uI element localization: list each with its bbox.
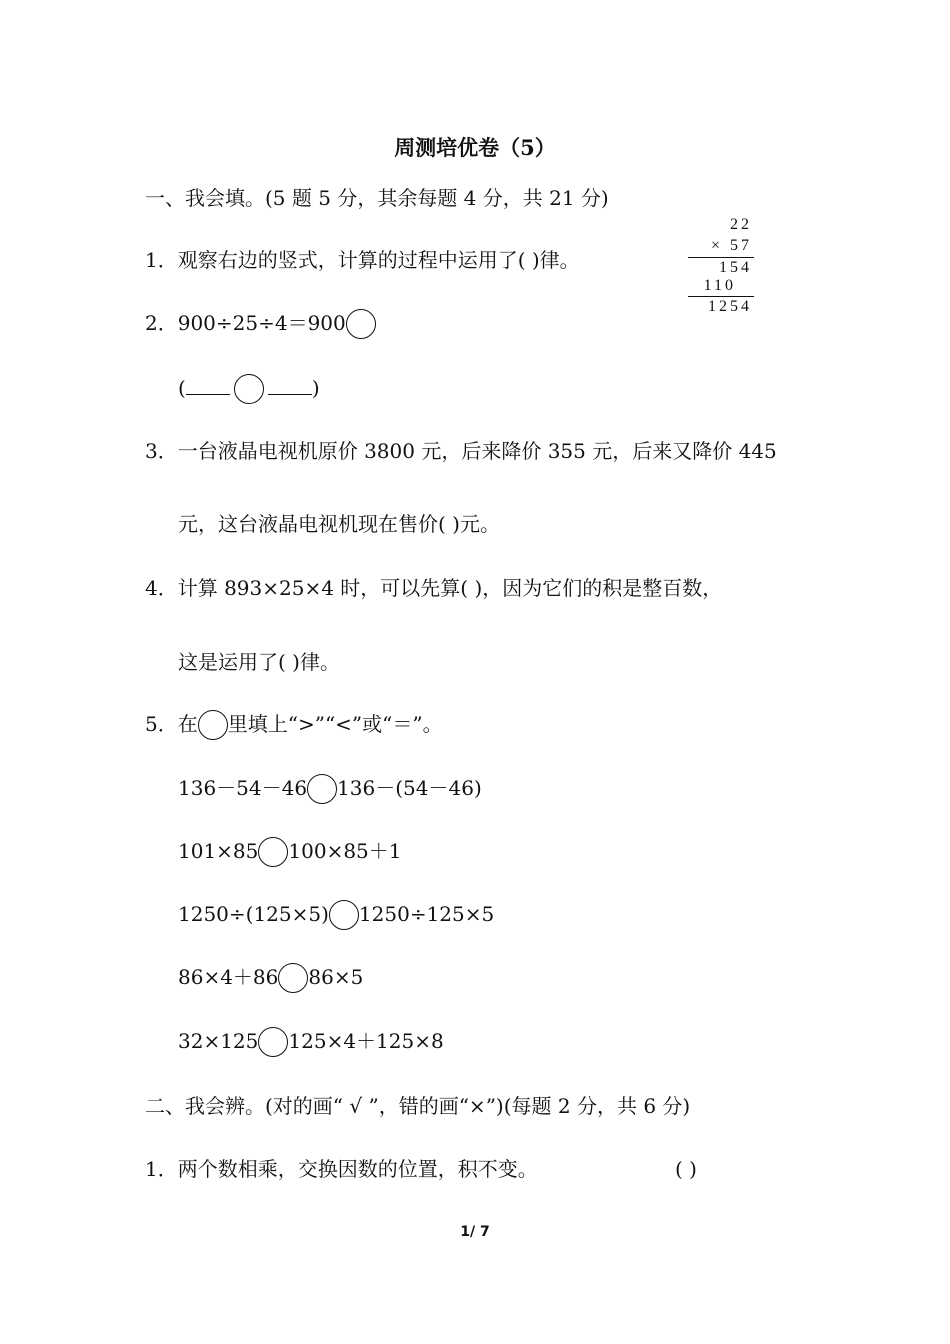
- section2-heading: 二、我会辨。(对的画“ √ ”，错的画“×”)(每题 2 分，共 6 分): [145, 1094, 691, 1118]
- section1-heading: 一、我会填。(5 题 5 分，其余每题 4 分，共 21 分): [145, 186, 609, 210]
- vertical-multiplication: [688, 214, 758, 314]
- comparison-right: 1250÷125×5: [358, 902, 495, 926]
- question-1-3-line1: 3．一台液晶电视机原价 3800 元，后来降价 355 元，后来又降价 445: [145, 439, 777, 463]
- comparison-row: [178, 1027, 444, 1057]
- question-1-4-line1: 4．计算 893×25×4 时，可以先算( )，因为它们的积是整百数，: [145, 576, 723, 600]
- answer-circle[interactable]: [346, 309, 376, 339]
- paren-open: (: [178, 376, 186, 400]
- answer-blank[interactable]: [186, 374, 230, 395]
- q5-suffix: 里填上“>”“<”或“＝”。: [227, 712, 443, 736]
- comparison-right: 125×4＋125×8: [288, 1029, 444, 1053]
- vertical-rule-1: [688, 257, 754, 258]
- paren-close: ): [311, 376, 320, 400]
- comparison-right: 136－(54－46): [337, 776, 482, 800]
- q2-expression: 2．900÷25÷4＝900: [145, 311, 346, 335]
- comparison-row: [178, 900, 494, 930]
- question-1-3-line2: 元，这台液晶电视机现在售价( )元。: [178, 512, 500, 536]
- answer-circle: [198, 710, 228, 740]
- comparison-left: 136－54－46: [178, 776, 308, 800]
- comparison-row: [178, 774, 482, 804]
- comparison-left: 101×85: [178, 839, 259, 863]
- question-1-2: [145, 309, 376, 339]
- comparison-right: 100×85＋1: [288, 839, 402, 863]
- question-1-4-line2: 这是运用了( )律。: [178, 650, 340, 674]
- answer-circle[interactable]: [307, 774, 337, 804]
- question-2-1: 1．两个数相乘，交换因数的位置，积不变。: [145, 1157, 538, 1181]
- page-number: 1/ 7: [460, 1224, 490, 1240]
- answer-circle[interactable]: [329, 900, 359, 930]
- comparison-left: 1250÷(125×5): [178, 902, 329, 926]
- answer-circle[interactable]: [278, 963, 308, 993]
- vertical-row-3: 154: [719, 259, 752, 276]
- q5-prefix: 5．在: [145, 712, 198, 736]
- comparison-right: 86×5: [308, 965, 364, 989]
- question-1-5: [145, 710, 443, 740]
- vertical-row-2: × 57: [710, 237, 752, 254]
- vertical-rule-2: [688, 296, 754, 297]
- comparison-row: [178, 963, 363, 993]
- comparison-row: [178, 837, 402, 867]
- question-1-2-fill: [178, 374, 320, 404]
- answer-circle[interactable]: [258, 837, 288, 867]
- comparison-left: 32×125: [178, 1029, 259, 1053]
- answer-blank[interactable]: [268, 374, 312, 395]
- page-title: 周测培优卷（5）: [394, 135, 556, 160]
- judgement-answer-paren[interactable]: ( ): [675, 1157, 697, 1181]
- vertical-row-1: 22: [730, 216, 752, 233]
- comparison-left: 86×4＋86: [178, 965, 279, 989]
- answer-circle[interactable]: [234, 374, 264, 404]
- vertical-row-4: 110: [703, 277, 736, 294]
- vertical-row-5: 1254: [708, 298, 752, 315]
- answer-circle[interactable]: [258, 1027, 288, 1057]
- question-1-1: 1．观察右边的竖式，计算的过程中运用了( )律。: [145, 248, 580, 272]
